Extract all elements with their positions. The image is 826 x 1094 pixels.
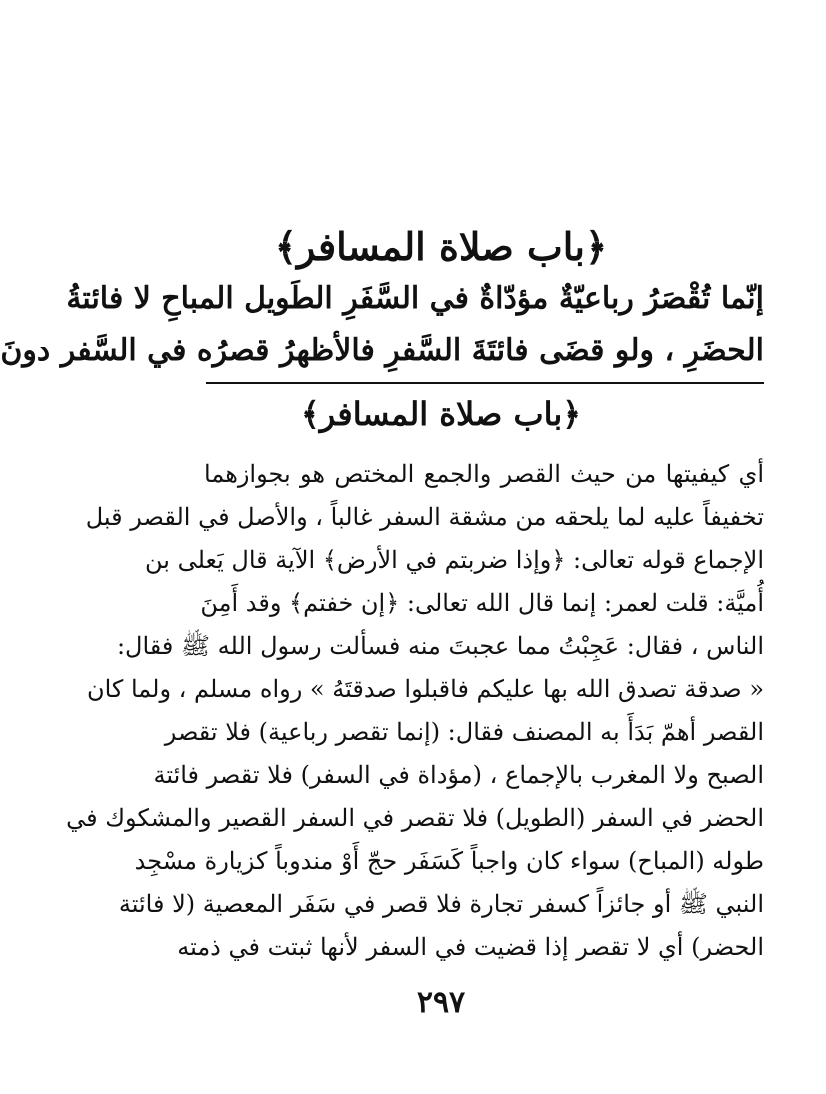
chapter-heading: ﴿باب صلاة المسافر﴾ [274,224,608,269]
commentary-line-3: الإجماع قوله تعالى: ﴿وإذا ضربتم في الأرض﴾ الآية قال يَعلى بن [145,546,764,574]
commentary-line-5: الناس ، فقال: عَجِبْتُ مما عجبتَ منه فسألت رسول الله ﷺ فقال: [116,632,764,660]
commentary-line-12: الحضر) أي لا تقصر إذا قضيت في السفر لأنها ثبتت في ذمته [177,933,764,961]
page-number: ٢٩٧ [416,985,466,1020]
matn-line-2: الحضَرِ ، ولو قضَى فائتَةَ السَّفرِ فالأظهرُ قصرُه في السَّفر دونَ [0,333,764,368]
commentary-line-6: « صدقة تصدق الله بها عليكم فاقبلوا صدقتَهُ » رواه مسلم ، ولما كان [86,675,764,703]
section-divider [206,382,764,384]
commentary-line-11: النبي ﷺ أو جائزاً كسفر تجارة فلا قصر في سَفَر المعصية (لا فائتة [118,890,764,918]
commentary-line-8: الصبح ولا المغرب بالإجماع ، (مؤداة في السفر) فلا تقصر فائتة [153,761,764,789]
commentary-line-7: القصر أهمّ بَدَأَ به المصنف فقال: (إنما تقصر رباعية) فلا تقصر [164,718,764,746]
matn-line-1: إنّما تُقْصَرُ رباعيّةٌ مؤدّاةٌ في السَّفَرِ الطَويل المباحِ لا فائتةُ [66,281,764,316]
commentary-line-9: الحضر في السفر (الطويل) فلا تقصر في السفر القصير والمشكوك في [66,804,764,832]
commentary-line-10: طوله (المباح) سواء كان واجباً كَسَفَر حجّ أَوْ مندوباً كزيارة مسْجِد [134,847,764,875]
commentary-line-1: أي كيفيتها من حيث القصر والجمع المختص هو بجوازهما [204,460,764,488]
commentary-line-4: أُميَّة: قلت لعمر: إنما قال الله تعالى: ﴿إن خفتم﴾ وقد أَمِنَ [200,589,764,617]
commentary-heading: ﴿باب صلاة المسافر﴾ [301,395,581,433]
commentary-line-2: تخفيفاً عليه لما يلحقه من مشقة السفر غالباً ، والأصل في القصر قبل [85,503,764,531]
